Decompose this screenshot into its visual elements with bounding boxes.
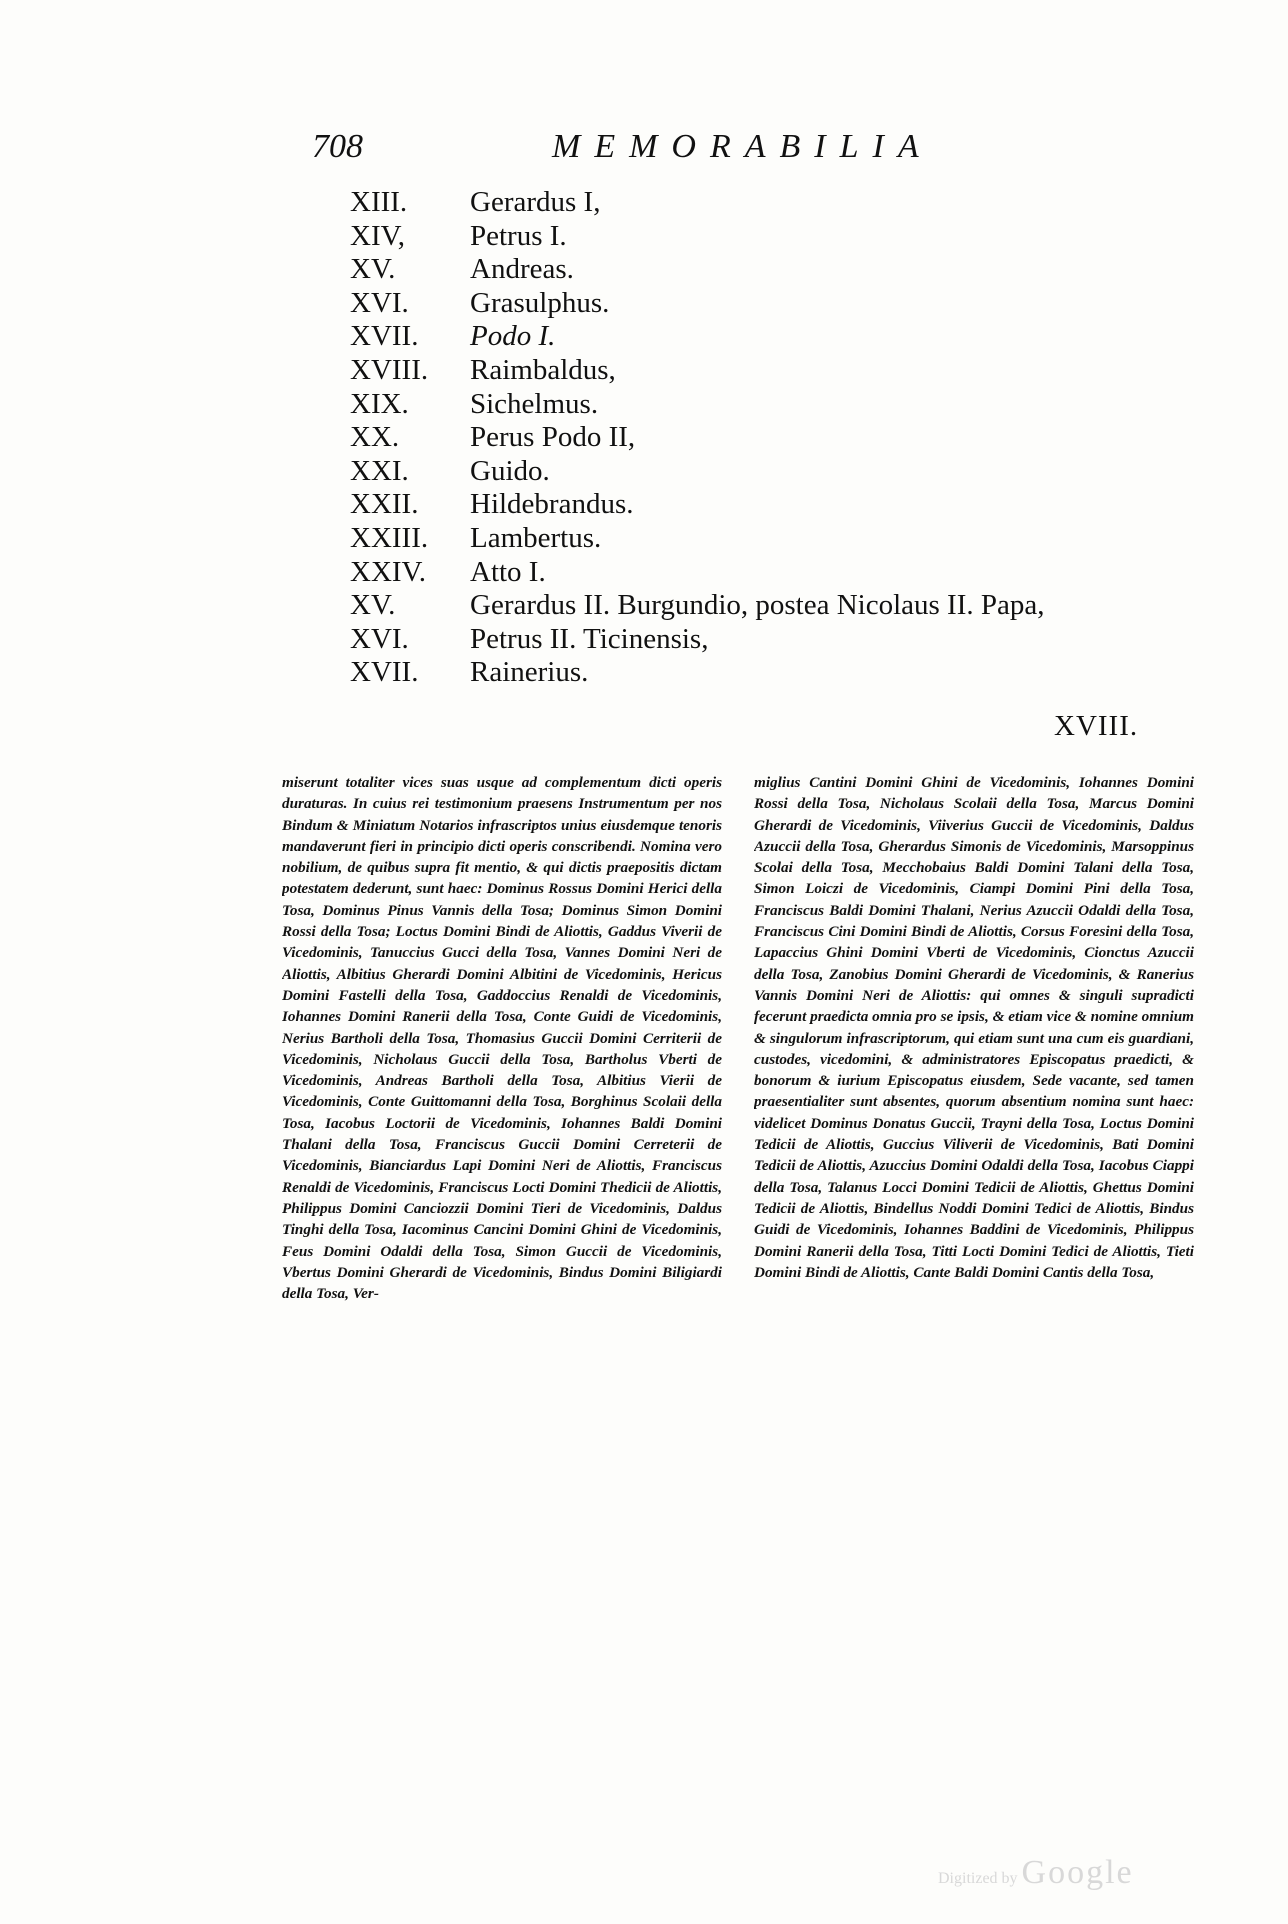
bishop-name: Petrus I. <box>470 219 567 252</box>
bishop-row <box>350 656 1230 690</box>
bishop-name: Perus Podo II, <box>470 421 636 454</box>
bishop-name: Andreas. <box>470 253 574 286</box>
bishop-numeral: XIX. <box>350 387 409 420</box>
bishop-name: Sichelmus. <box>470 387 599 420</box>
bishop-name: Podo I. <box>470 320 556 353</box>
bishop-name: Gerardus I, <box>470 186 601 218</box>
bishop-numeral: XXII. <box>350 488 419 521</box>
page-number: 708 <box>312 128 363 165</box>
watermark-prefix: Digitized by <box>938 1870 1018 1887</box>
right-column-text: miglius Cantini Domini Ghini de Vicedominis, Iohannes Domini Rossi della Tosa, Nicholaus Scolaii della Tosa, Marcus Domini Gherardi de Vicedominis, Viiverius Guccii de Vicedominis, Daldus Azuccii della Tosa, Gherardus Simonis de Vicedominis, Marsoppinus Scolai della Tosa, Mecchobaius Baldi Domini Talani della Tosa, Simon Loiczi de Vicedominis, Ciampi Domini Pini della Tosa, Franciscus Baldi Domini Thalani, Nerius Azuccii Odaldi della Tosa, Franciscus Cini Domini Bindi de Aliottis, Corsus Foresini della Tosa, Lapaccius Ghini Domini Vberti de Vicedominis, Cionctus Azuccii della Tosa, Zanobius Domini Gherardi de Vicedominis, & Ranerius Vannis Domini Neri de Aliottis: qui omnes & singuli supradicti fecerunt praedicta omnia pro se ipsis, & etiam vice & nomine omnium & singulorum infrascriptorum, qui etiam sunt una cum eis guardiani, custodes, vicedomini, & administratores Episcopatus praedicti, & bonorum & iurium Episcopatus eiusdem, Sede vacante, sed tamen praesentialiter sunt absentes, quorum absentium nomina sunt haec: videlicet Dominus Donatus Guccii, Trayni della Tosa, Loctus Domini Tedicii de Aliottis, Guccius Viliverii de Vicedominis, Bati Domini Tedicii de Aliottis, Azuccius Domini Odaldi della Tosa, Iacobus Ciappi della Tosa, Talanus Locci Domini Tedicii de Aliottis, Ghettus Domini Tedicii de Aliottis, Bindellus Noddi Domini Tedici de Aliottis, Bindus Guidi de Vicedominis, Iohannes Baddini de Vicedominis, Philippus Domini Ranerii della Tosa, Titti Locti Domini Tedici de Aliottis, Tieti Domini Bindi de Aliottis, Cante Baldi Domini Cantis della Tosa, <box>754 774 1194 1281</box>
left-column-text: miserunt totaliter vices suas usque ad complementum dicti operis duraturas. In cuius rei testimonium praesens Instrumentum per nos Bindum & Miniatum Notarios infrascriptos unius eiusdemque tenoris mandaverunt fieri in principio dicti operis conscribendi. Nomina vero nobilium, de quibus supra fit mentio, & qui dictis praepositis dictam potestatem dederunt, sunt haec: Dominus Rossus Domini Herici della Tosa, Dominus Pinus Vannis della Tosa; Dominus Simon Domini Rossi della Tosa; Loctus Domini Bindi de Aliottis, Gaddus Viverii de Vicedominis, Tanuccius Gucci della Tosa, Vannes Domini Neri de Aliottis, Albitius Gherardi Domini Albitini de Vicedominis, Hericus Domini Fastelli della Tosa, Gaddoccius Renaldi de Vicedominis, Iohannes Domini Ranerii della Tosa, Conte Guidi de Vicedominis, Nerius Bartholi della Tosa, Thomasius Guccii Domini Cerriterii de Vicedominis, Nicholaus Guccii della Tosa, Bartholus Vberti de Vicedominis, Andreas Bartholi della Tosa, Albitius Vierii de Vicedominis, Conte Guittomanni della Tosa, Borghinus Scolaii della Tosa, Iacobus Loctorii de Vicedominis, Iohannes Baldi Domini Thalani della Tosa, Franciscus Guccii Domini Cerreterii de Vicedominis, Bianciardus Lapi Domini Neri de Aliottis, Franciscus Renaldi de Vicedominis, Franciscus Locti Domini Thedicii de Aliottis, Philippus Domini Canciozzii Domini Tieri de Vicedominis, Daldus Tinghi della Tosa, Iacominus Cancini Domini Ghini de Vicedominis, Feus Domini Odaldi della Tosa, Simon Guccii de Vicedominis, Vbertus Domini Gherardi de Vicedominis, Bindus Domini Biligiardi della Tosa, Ver- <box>282 774 722 1303</box>
bishop-row <box>350 220 1230 254</box>
digitization-watermark <box>938 1854 1134 1892</box>
bishop-row <box>350 320 1230 354</box>
bishop-row <box>350 388 1230 422</box>
bishop-row <box>350 421 1230 455</box>
bishop-numeral: XVI. <box>350 622 409 655</box>
bishop-numeral: XXIII. <box>350 521 429 554</box>
bishop-numeral: XVII. <box>350 656 419 689</box>
bishop-name: Rainerius. <box>470 656 589 689</box>
bishop-row <box>350 623 1230 657</box>
bishop-name: Petrus II. Ticinensis, <box>470 622 709 655</box>
bishop-numeral: XIV, <box>350 219 406 252</box>
bishop-name: Hildebrandus. <box>470 488 634 521</box>
bishop-numeral: XVII. <box>350 320 419 353</box>
text-columns <box>282 772 1194 1652</box>
bishop-row <box>350 287 1230 321</box>
bishop-row <box>350 556 1230 590</box>
bishop-numeral: XIII. <box>350 186 408 218</box>
bishop-row <box>350 455 1230 489</box>
bishop-row <box>350 354 1230 388</box>
bishop-row <box>350 589 1230 623</box>
watermark-brand: Google <box>1021 1854 1134 1891</box>
bishop-numeral: XXIV. <box>350 555 426 588</box>
bishop-name: Gerardus II. Burgundio, postea Nicolaus II. Papa, <box>470 589 1045 622</box>
bishop-numeral: XV. <box>350 589 396 622</box>
bishop-name: Raimbaldus, <box>470 353 616 386</box>
page-header <box>312 128 952 172</box>
bishop-name: Grasulphus. <box>470 286 610 319</box>
bishop-numeral: XX. <box>350 421 400 454</box>
bishop-row <box>350 186 1230 220</box>
bishop-row <box>350 488 1230 522</box>
bishop-numeral: XVIII. <box>350 353 429 386</box>
bishop-row <box>350 253 1230 287</box>
bishop-name: Atto I. <box>470 555 546 588</box>
bishop-name: Lambertus. <box>470 521 602 554</box>
bishop-numeral: XVI. <box>350 286 409 319</box>
running-title: MEMORABILIA <box>552 128 933 165</box>
bishop-numeral: XXI. <box>350 454 409 487</box>
bishop-numeral: XV. <box>350 253 396 286</box>
bishop-name: Guido. <box>470 454 550 487</box>
bishop-list <box>350 186 1230 690</box>
bishop-row <box>350 522 1230 556</box>
catchword: XVIII. <box>1054 710 1139 742</box>
